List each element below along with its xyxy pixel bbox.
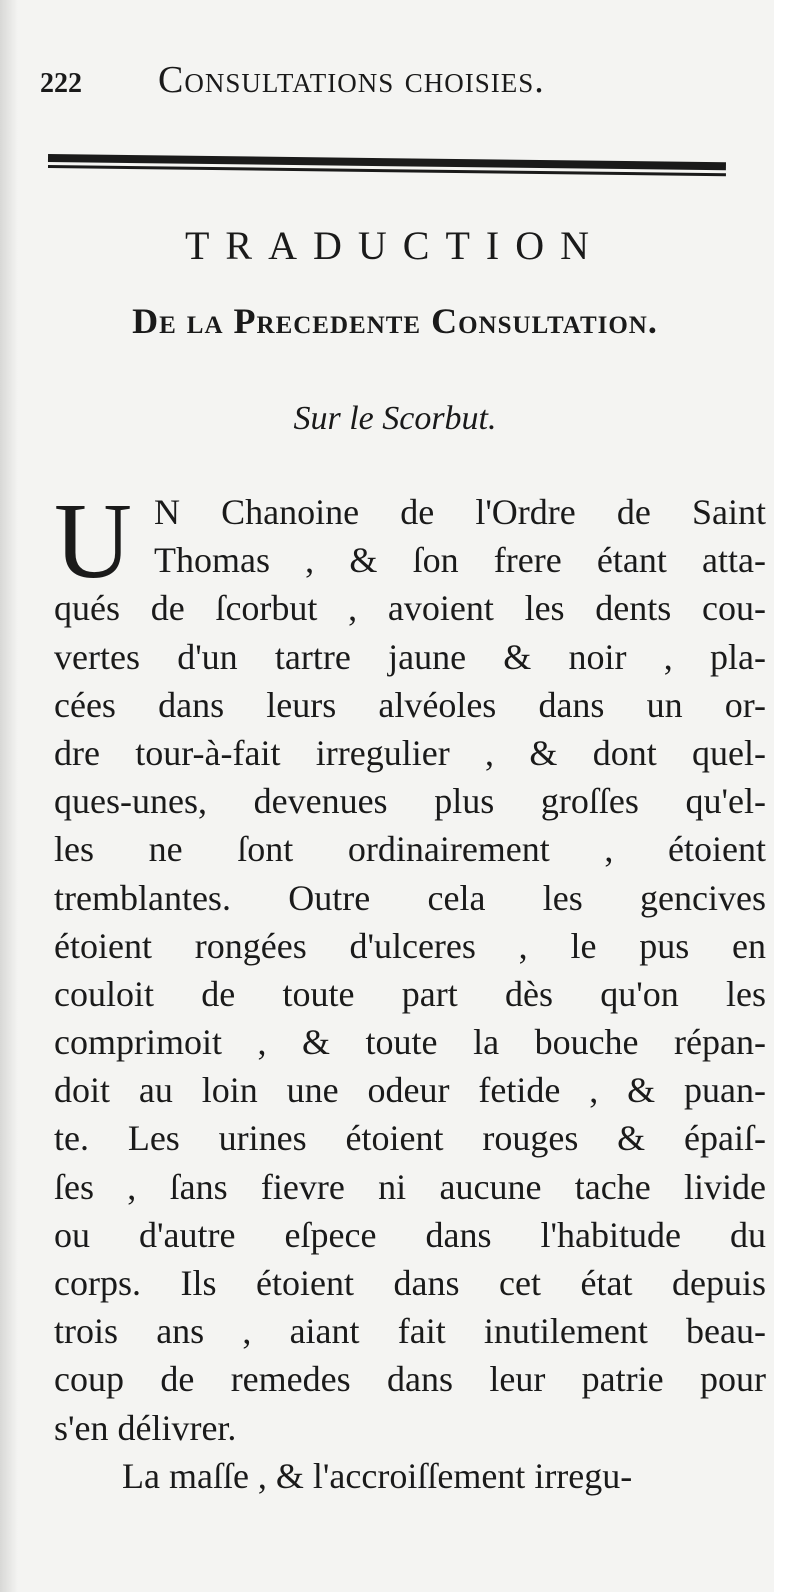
text-line: doit au loin une odeur fetide , & puan- [54,1070,766,1111]
text-line: tremblantes. Outre cela les gencives [54,877,766,918]
text-line: ques-unes, devenues plus groſſes qu'el- [54,781,766,822]
page-header [40,58,740,108]
drop-cap: U [54,482,132,601]
body-text [54,482,766,1500]
text-line: les ne ſont ordinairement , étoient [54,829,766,870]
section-title: TRADUCTION [185,223,605,268]
header-rule [48,152,726,172]
text-line: qués de ſcorbut , avoient les dents cou- [54,588,766,629]
text-line: Thomas , & ſon frere étant atta- [154,540,766,581]
text-line: comprimoit , & toute la bouche répan- [54,1022,766,1063]
text-line: La maſſe , & l'accroiſſement irregu- [122,1455,633,1496]
text-line: ou d'autre eſpece dans l'habitude du [54,1214,766,1255]
text-line: corps. Ils étoient dans cet état depuis [54,1263,766,1303]
text-line: coup de remedes dans leur patrie pour [54,1359,766,1400]
text-line: N Chanoine de l'Ordre de Saint [154,492,766,532]
text-line: vertes d'un tartre jaune & noir , pla- [54,636,766,677]
text-line: trois ans , aiant fait inutilement beau- [54,1311,766,1352]
section-subtitle: De la Precedente Consultation. [132,301,658,341]
section-topic: Sur le Scorbut. [293,400,497,437]
text-line: cées dans leurs alvéoles dans un or- [54,684,766,725]
text-line: étoient rongées d'ulceres , le pus en [54,925,766,966]
text-line: s'en délivrer. [54,1407,237,1448]
text-line: couloit de toute part dès qu'on les [54,973,766,1014]
text-line: te. Les urines étoient rouges & épaiſ- [54,1118,766,1159]
text-line: dre tour-à-fait irregulier , & dont quel- [54,732,766,773]
running-head: Consultations choisies. [158,59,545,101]
page-number: 222 [40,68,82,99]
text-line: ſes , ſans fievre ni aucune tache livide [54,1166,766,1207]
